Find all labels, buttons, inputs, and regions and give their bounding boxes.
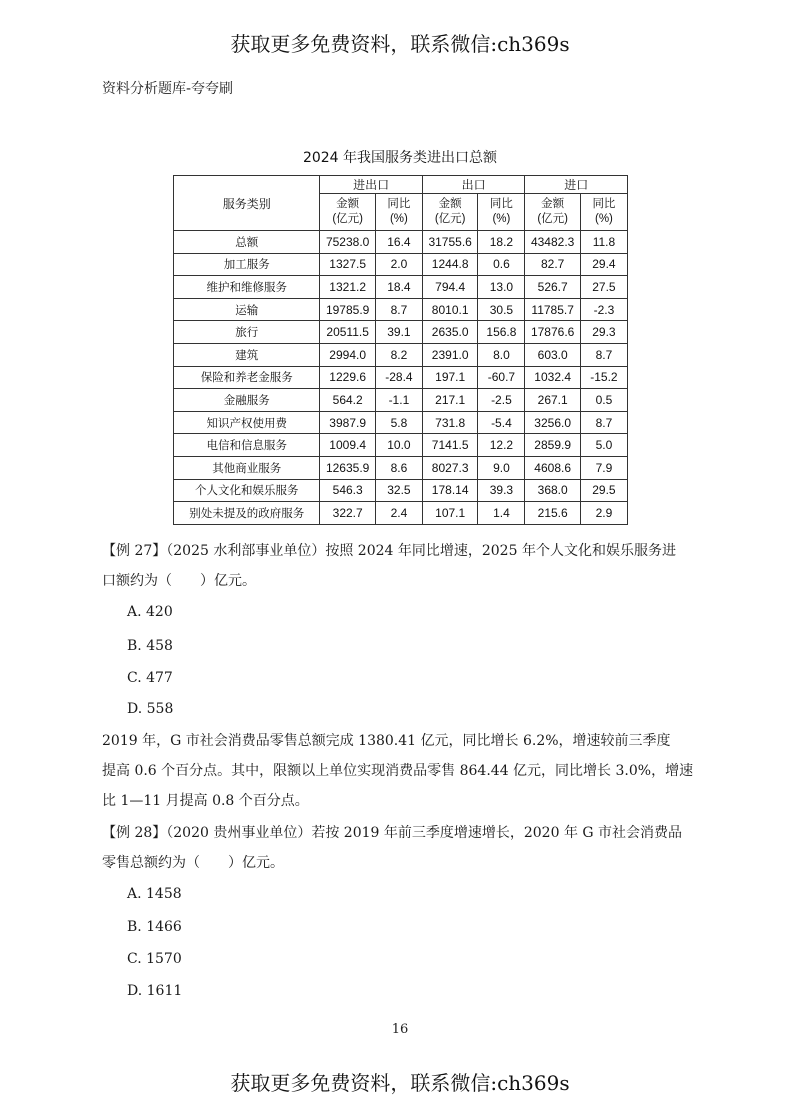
table-row: [174, 343, 628, 366]
yoy-cell: 8.7: [580, 343, 627, 366]
yoy-cell: 8.0: [478, 343, 525, 366]
amount-cell: 178.14: [422, 479, 477, 502]
yoy-cell: 30.5: [478, 298, 525, 321]
yoy-cell: 7.9: [580, 456, 627, 479]
amount-cell: 564.2: [320, 389, 375, 412]
amount-cell: 1321.2: [320, 276, 375, 299]
yoy-cell: 0.6: [478, 253, 525, 276]
category-cell: 金融服务: [174, 389, 320, 412]
yoy-cell: 32.5: [375, 479, 422, 502]
yoy-cell: 5.0: [580, 434, 627, 457]
amount-cell: 8027.3: [422, 456, 477, 479]
table-row: [174, 411, 628, 434]
yoy-cell: 11.8: [580, 231, 627, 254]
question-27-stem: [102, 536, 702, 596]
amount-cell: 2391.0: [422, 343, 477, 366]
category-cell: 电信和信息服务: [174, 434, 320, 457]
yoy-cell: 8.2: [375, 343, 422, 366]
yoy-cell: 12.2: [478, 434, 525, 457]
amount-cell: 43482.3: [525, 231, 580, 254]
question-28-option-a: A. 1458: [127, 886, 182, 902]
table-group-header-row: [174, 176, 628, 194]
category-cell: 别处未提及的政府服务: [174, 502, 320, 525]
yoy-cell: -15.2: [580, 366, 627, 389]
yoy-cell: 13.0: [478, 276, 525, 299]
amount-cell: 17876.6: [525, 321, 580, 344]
category-cell: 维护和维修服务: [174, 276, 320, 299]
question-28-stem-line: 零售总额约为（ ）亿元。: [102, 855, 284, 871]
category-cell: 加工服务: [174, 253, 320, 276]
question-28-option-d: D. 1611: [127, 983, 183, 999]
yoy-cell: 27.5: [580, 276, 627, 299]
amount-cell: 12635.9: [320, 456, 375, 479]
amount-cell: 75238.0: [320, 231, 375, 254]
amount-cell: 1229.6: [320, 366, 375, 389]
amount-cell: 107.1: [422, 502, 477, 525]
yoy-cell: 2.9: [580, 502, 627, 525]
material-line: 比 1—11 月提高 0.8 个百分点。: [102, 793, 309, 809]
amount-cell: 215.6: [525, 502, 580, 525]
amount-cell: 20511.5: [320, 321, 375, 344]
section-header: 资料分析题库-夸夸刷: [102, 81, 234, 97]
table-row: [174, 434, 628, 457]
yoy-cell: -1.1: [375, 389, 422, 412]
amount-cell: 8010.1: [422, 298, 477, 321]
amount-header: 金额 (亿元): [525, 194, 580, 231]
yoy-cell: 8.7: [580, 411, 627, 434]
page-number: 16: [391, 1022, 409, 1037]
yoy-header: 同比 (%): [478, 194, 525, 231]
yoy-header: 同比 (%): [375, 194, 422, 231]
material-line: 2019 年，G 市社会消费品零售总额完成 1380.41 亿元，同比增长 6.2%，增速较前三季度: [102, 733, 671, 749]
question-27-option-d: D. 558: [127, 701, 174, 717]
amount-header: 金额 (亿元): [320, 194, 375, 231]
amount-cell: 2859.9: [525, 434, 580, 457]
amount-cell: 794.4: [422, 276, 477, 299]
category-cell: 建筑: [174, 343, 320, 366]
yoy-cell: 16.4: [375, 231, 422, 254]
amount-cell: 197.1: [422, 366, 477, 389]
bottom-banner: 获取更多免费资料，联系微信:ch369s: [230, 1071, 570, 1095]
yoy-cell: 156.8: [478, 321, 525, 344]
yoy-cell: -28.4: [375, 366, 422, 389]
yoy-cell: 8.6: [375, 456, 422, 479]
table-row: [174, 456, 628, 479]
amount-cell: 11785.7: [525, 298, 580, 321]
amount-cell: 1032.4: [525, 366, 580, 389]
amount-cell: 2635.0: [422, 321, 477, 344]
yoy-cell: 29.5: [580, 479, 627, 502]
amount-cell: 7141.5: [422, 434, 477, 457]
yoy-cell: 18.2: [478, 231, 525, 254]
category-header: 服务类别: [174, 176, 320, 231]
amount-cell: 546.3: [320, 479, 375, 502]
question-28-stem: [102, 818, 702, 878]
yoy-cell: -2.3: [580, 298, 627, 321]
yoy-cell: -2.5: [478, 389, 525, 412]
yoy-cell: -5.4: [478, 411, 525, 434]
group-header-export: 出口: [422, 176, 525, 194]
table-title: 2024 年我国服务类进出口总额: [302, 150, 498, 166]
amount-cell: 731.8: [422, 411, 477, 434]
material-paragraph: [102, 726, 702, 816]
category-cell: 知识产权使用费: [174, 411, 320, 434]
yoy-cell: 2.0: [375, 253, 422, 276]
table-row: [174, 389, 628, 412]
amount-cell: 2994.0: [320, 343, 375, 366]
question-27-option-b: B. 458: [127, 638, 173, 654]
category-cell: 运输: [174, 298, 320, 321]
question-27-option-c: C. 477: [127, 670, 173, 686]
table-row: [174, 321, 628, 344]
yoy-cell: 29.3: [580, 321, 627, 344]
amount-cell: 526.7: [525, 276, 580, 299]
table-row: [174, 253, 628, 276]
question-27-option-a: A. 420: [127, 604, 173, 620]
amount-cell: 1327.5: [320, 253, 375, 276]
table-body: [174, 231, 628, 525]
amount-cell: 3256.0: [525, 411, 580, 434]
yoy-cell: 2.4: [375, 502, 422, 525]
amount-cell: 267.1: [525, 389, 580, 412]
question-27-stem-line: 【例 27】（2025 水利部事业单位）按照 2024 年同比增速，2025 年个人文化和娱乐服务进: [102, 543, 676, 559]
table-row: [174, 276, 628, 299]
yoy-cell: 0.5: [580, 389, 627, 412]
services-trade-table: [173, 175, 628, 525]
yoy-cell: 9.0: [478, 456, 525, 479]
table-row: [174, 502, 628, 525]
yoy-cell: 39.1: [375, 321, 422, 344]
question-28-option-b: B. 1466: [127, 919, 182, 935]
yoy-cell: 10.0: [375, 434, 422, 457]
yoy-cell: 8.7: [375, 298, 422, 321]
category-cell: 旅行: [174, 321, 320, 344]
amount-cell: 19785.9: [320, 298, 375, 321]
yoy-header: 同比 (%): [580, 194, 627, 231]
amount-cell: 4608.6: [525, 456, 580, 479]
material-line: 提高 0.6 个百分点。其中，限额以上单位实现消费品零售 864.44 亿元，同比增长 3.0%，增速: [102, 763, 694, 779]
yoy-cell: 39.3: [478, 479, 525, 502]
category-cell: 总额: [174, 231, 320, 254]
amount-cell: 217.1: [422, 389, 477, 412]
category-cell: 其他商业服务: [174, 456, 320, 479]
top-banner: 获取更多免费资料，联系微信:ch369s: [230, 32, 570, 56]
yoy-cell: -60.7: [478, 366, 525, 389]
amount-cell: 368.0: [525, 479, 580, 502]
amount-cell: 1244.8: [422, 253, 477, 276]
amount-cell: 31755.6: [422, 231, 477, 254]
yoy-cell: 29.4: [580, 253, 627, 276]
yoy-cell: 1.4: [478, 502, 525, 525]
table-row: [174, 231, 628, 254]
group-header-total: 进出口: [320, 176, 423, 194]
amount-cell: 3987.9: [320, 411, 375, 434]
group-header-import: 进口: [525, 176, 628, 194]
table-row: [174, 366, 628, 389]
category-cell: 个人文化和娱乐服务: [174, 479, 320, 502]
table-row: [174, 479, 628, 502]
yoy-cell: 18.4: [375, 276, 422, 299]
question-28-stem-line: 【例 28】（2020 贵州事业单位）若按 2019 年前三季度增速增长，2020 年 G 市社会消费品: [102, 825, 683, 841]
amount-cell: 1009.4: [320, 434, 375, 457]
question-28-option-c: C. 1570: [127, 951, 182, 967]
table-row: [174, 298, 628, 321]
yoy-cell: 5.8: [375, 411, 422, 434]
category-cell: 保险和养老金服务: [174, 366, 320, 389]
amount-header: 金额 (亿元): [422, 194, 477, 231]
amount-cell: 82.7: [525, 253, 580, 276]
amount-cell: 322.7: [320, 502, 375, 525]
question-27-stem-line: 口额约为（ ）亿元。: [102, 573, 256, 589]
amount-cell: 603.0: [525, 343, 580, 366]
